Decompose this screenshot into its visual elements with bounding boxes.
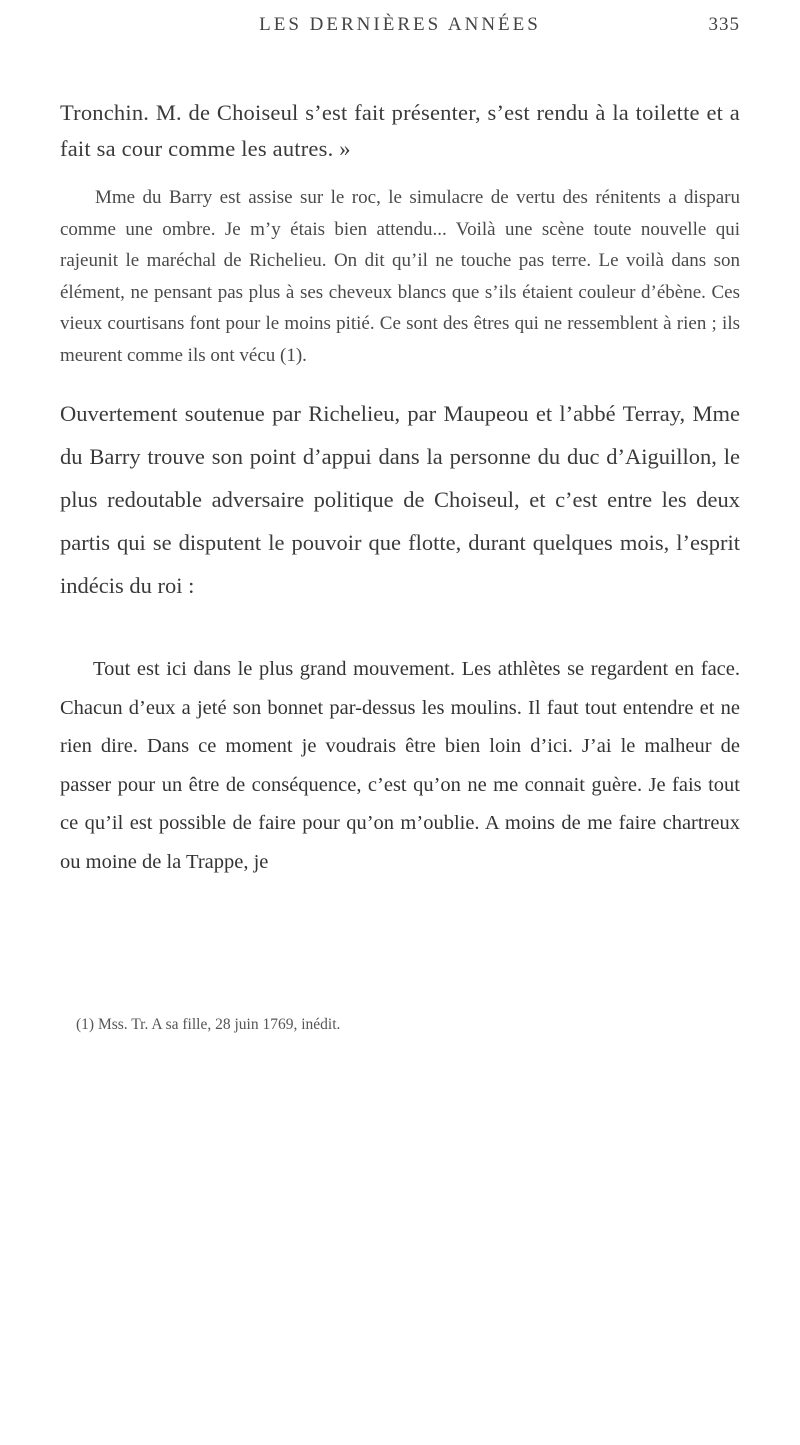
quote-continuation-block (60, 95, 740, 167)
running-head (60, 14, 740, 54)
quote-continuation-text: Tronchin. M. de Choiseul s’est fait présenter, s’est rendu à la toilette et a fait sa cour comme les autres. » (60, 100, 740, 161)
quote-paragraph-text: Mme du Barry est assise sur le roc, le simulacre de vertu des rénitents a disparu comme une ombre. Je m’y étais bien attendu... Voilà une scène toute nouvelle qui rajeunit le maréchal de Richelieu. On dit qu’il ne touche pas terre. Le voilà dans son élément, ne pensant pas plus à ses cheveux blancs que s’ils étaient couleur d’ébène. Ces vieux courtisans font pour le moins pitié. Ce sont des êtres qui ne ressemblent à rien ; ils meurent comme ils ont vécu (1). (60, 187, 740, 366)
second-quote-text: Tout est ici dans le plus grand mouvement. Les athlètes se regardent en face. Chacun d’eux a jeté son bonnet par-dessus les moulins. Il faut tout entendre et ne rien dire. Dans ce moment je voudrais être bien loin d’ici. J’ai le malheur de passer pour un être de conséquence, c’est qu’on ne me connait guère. Je fais tout ce qu’il est possible de faire pour qu’on m’oublie. A moins de me faire chartreux ou moine de la Trappe, je (60, 658, 740, 873)
quote-paragraph-block (60, 182, 740, 371)
main-paragraph-text: Ouvertement soutenue par Richelieu, par Maupeou et l’abbé Terray, Mme du Barry trouve son point d’appui dans la personne du duc d’Aiguillon, le plus redoutable adversaire politique de Choiseul, et c’est entre les deux partis qui se disputent le pouvoir que flotte, durant quelques mois, l’esprit indécis du roi : (60, 401, 740, 598)
second-quote-block (60, 650, 740, 881)
running-title: LES DERNIÈRES ANNÉES (259, 14, 541, 35)
page-number: 335 (708, 14, 740, 35)
main-paragraph-block (60, 392, 740, 607)
footnote: (1) Mss. Tr. A sa fille, 28 juin 1769, inédit. (76, 1016, 341, 1033)
